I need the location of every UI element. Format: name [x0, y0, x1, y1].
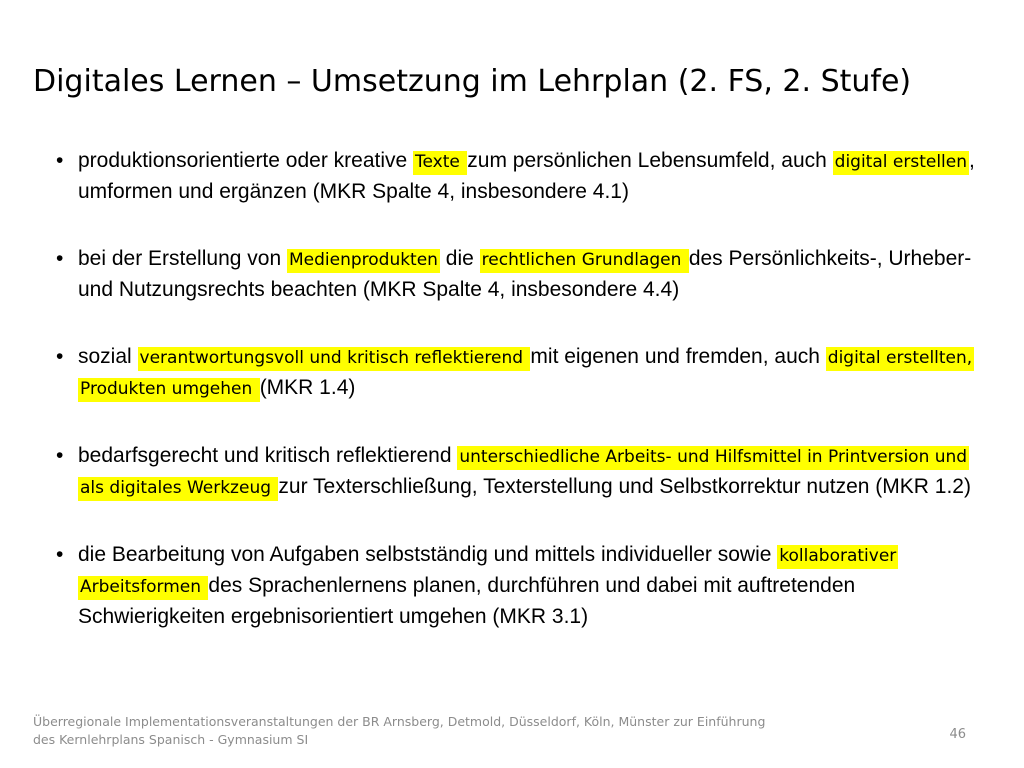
highlighted-text: Texte: [413, 151, 467, 175]
bullet-list: [56, 146, 986, 669]
bullet-item: [56, 540, 986, 632]
slide-title: Digitales Lernen – Umsetzung im Lehrplan (2. FS, 2. Stufe): [33, 64, 912, 99]
page-number: 46: [949, 727, 966, 742]
highlighted-text: rechtlichen Grundlagen: [480, 249, 689, 273]
text-segment: bei der Erstellung von: [78, 247, 287, 270]
highlighted-text: unterschiedliche Arbeits- und Hilfsmittel in Printversion und als digitales Werkzeug: [78, 446, 969, 501]
footer: [33, 713, 873, 749]
bullet-item: [56, 244, 986, 305]
text-segment: sozial: [78, 345, 138, 368]
footer-line: des Kernlehrplans Spanisch - Gymnasium SI: [33, 732, 309, 747]
text-segment: zum persönlichen Lebensumfeld, auch: [467, 149, 833, 172]
highlighted-text: Medienprodukten: [287, 249, 440, 273]
text-segment: produktionsorientierte oder kreative: [78, 149, 414, 172]
footer-line: Überregionale Implementationsveranstaltungen der BR Arnsberg, Detmold, Düsseldorf, Köln, Münster zur Einführung: [33, 714, 766, 729]
text-segment: mit eigenen und fremden, auch: [530, 345, 826, 368]
bullet-item: [56, 342, 986, 404]
text-segment: die Bearbeitung von Aufgaben selbstständig und mittels individueller sowie: [78, 543, 778, 566]
highlighted-text: verantwortungsvoll und kritisch reflektierend: [138, 347, 531, 371]
text-segment: des Persönlichkeits-, Urheber- und Nutzungsrechts beachten (MKR Spalte 4, insbesondere 4.4): [78, 247, 972, 301]
highlighted-text: kollaborativer Arbeitsformen: [78, 545, 898, 600]
text-segment: des Sprachenlernens planen, durchführen und dabei mit auftretenden Schwierigkeiten ergebnisorientiert umgehen (MKR 3.1): [78, 574, 856, 628]
highlighted-text: digital erstellen: [833, 151, 969, 175]
bullet-item: [56, 441, 986, 503]
text-segment: (MKR 1.4): [259, 376, 356, 399]
bullet-item: [56, 146, 986, 207]
text-segment: zur Texterschließung, Texterstellung und Selbstkorrektur nutzen (MKR 1.2): [278, 475, 971, 498]
text-segment: die: [439, 247, 480, 270]
text-segment: bedarfsgerecht und kritisch reflektierend: [78, 444, 458, 467]
highlighted-text: digital erstellten, Produkten umgehen: [78, 347, 974, 402]
text-segment: , umformen und ergänzen (MKR Spalte 4, insbesondere 4.1): [78, 149, 975, 203]
